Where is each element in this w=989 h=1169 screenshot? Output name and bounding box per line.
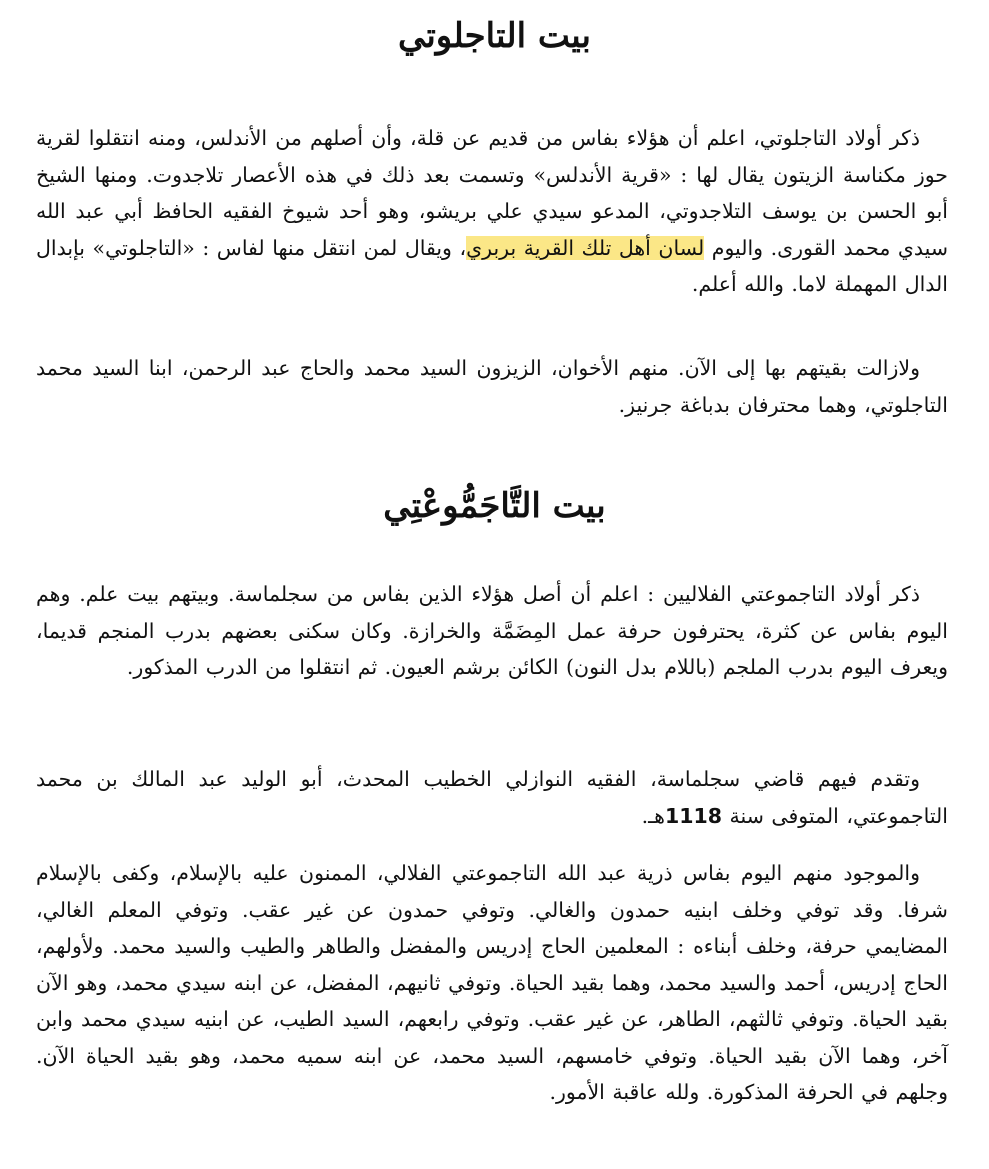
highlighted-text[interactable]: لسان أهل تلك القرية بربري — [466, 235, 705, 260]
paragraph-tajmouati-judge — [36, 761, 948, 834]
year-number: 1118 — [664, 803, 723, 828]
section-heading-tajlouti: بيت التاجلوتي — [397, 16, 591, 56]
paragraph-tajlouti-remaining: ولازالت بقيتهم بها إلى الآن. منهم الأخوان، الزيزون السيد محمد والحاج عبد الرحمن، ابنا السيد محمد التاجلوتي، وهما محترفان بدباغة جرنيز. — [36, 356, 948, 417]
paragraph-text: ، ويقال لمن انتقل منها لفاس : «التاجلوتي» بإبدال الدال المهملة لاما. والله أعلم. — [36, 235, 948, 296]
paragraph-tajmouati-descendants: والموجود منهم اليوم بفاس ذرية عبد الله التاجموعتي الفلالي، الممنون عليه بالإسلام، وكفى بالإسلام شرفا. وقد توفي وخلف ابنيه حمدون والغالي. وتوفي حمدون عن غير عقب. وتوفي المعلم الغالي، المضايمي حرفة، وخلف أبناءه : المعلمين الحاج إدريس والمفضل والطاهر والطيب والسيد محمد. ولأولهم، الحاج إدريس، أحمد والسيد محمد، وهما بقيد الحياة. وتوفي ثانيهم، المفضل، عن ابنه سيدي محمد، وهو الآن بقيد الحياة. وتوفي ثالثهم، الطاهر، عن غير عقب. وتوفي رابعهم، السيد الطيب، عن ابنيه سيدي محمد وابن آخر، وهما الآن بقيد الحياة. وتوفي خامسهم، السيد محمد، عن ابنه سميه محمد، وهو بقيد الحياة الآن. وجلهم في الحرفة المذكورة. ولله عاقبة الأمور. — [36, 861, 948, 1104]
paragraph-text: وتقدم فيهم قاضي سجلماسة، الفقيه النوازلي الخطيب المحدث، أبو الوليد عبد المالك بن محمد التاجموعتي، المتوفى سنة — [36, 767, 948, 828]
paragraph-tajmouati-origin: ذكر أولاد التاجموعتي الفلاليين : اعلم أن أصل هؤلاء الذين بفاس من سجلماسة. وبيتهم بيت علم. وهم اليوم بفاس عن كثرة، يحترفون حرفة عمل المِضَمَّة والخرازة. وكان سكنى بعضهم بدرب المنجم قديما، ويعرف اليوم بدرب الملجم (باللام بدل النون) الكائن برشم العيون. ثم انتقلوا من الدرب المذكور. — [36, 582, 948, 679]
paragraph-tajlouti-origin — [36, 120, 948, 303]
paragraph-text: ذكر أولاد التاجلوتي، اعلم أن هؤلاء بفاس من قديم عن قلة، وأن أصلهم من الأندلس، ومنه انتقلوا لقرية حوز مكناسة الزيتون يقال لها : «قرية الأندلس» وتسمت بعد ذلك في هذه الأعصار تلاجدوت. ومنها الشيخ أبو الحسن بن يوسف التلاجدوتي، المدعو سيدي علي بريشو، وهو أحد شيوخ الفقيه الحافظ أبي عبد الله سيدي محمد القورى. واليوم — [36, 126, 949, 260]
section-heading-tajmouati: بيت التَّاجَمُّوعْتِي — [383, 486, 606, 526]
paragraph-text: هـ. — [641, 803, 665, 828]
